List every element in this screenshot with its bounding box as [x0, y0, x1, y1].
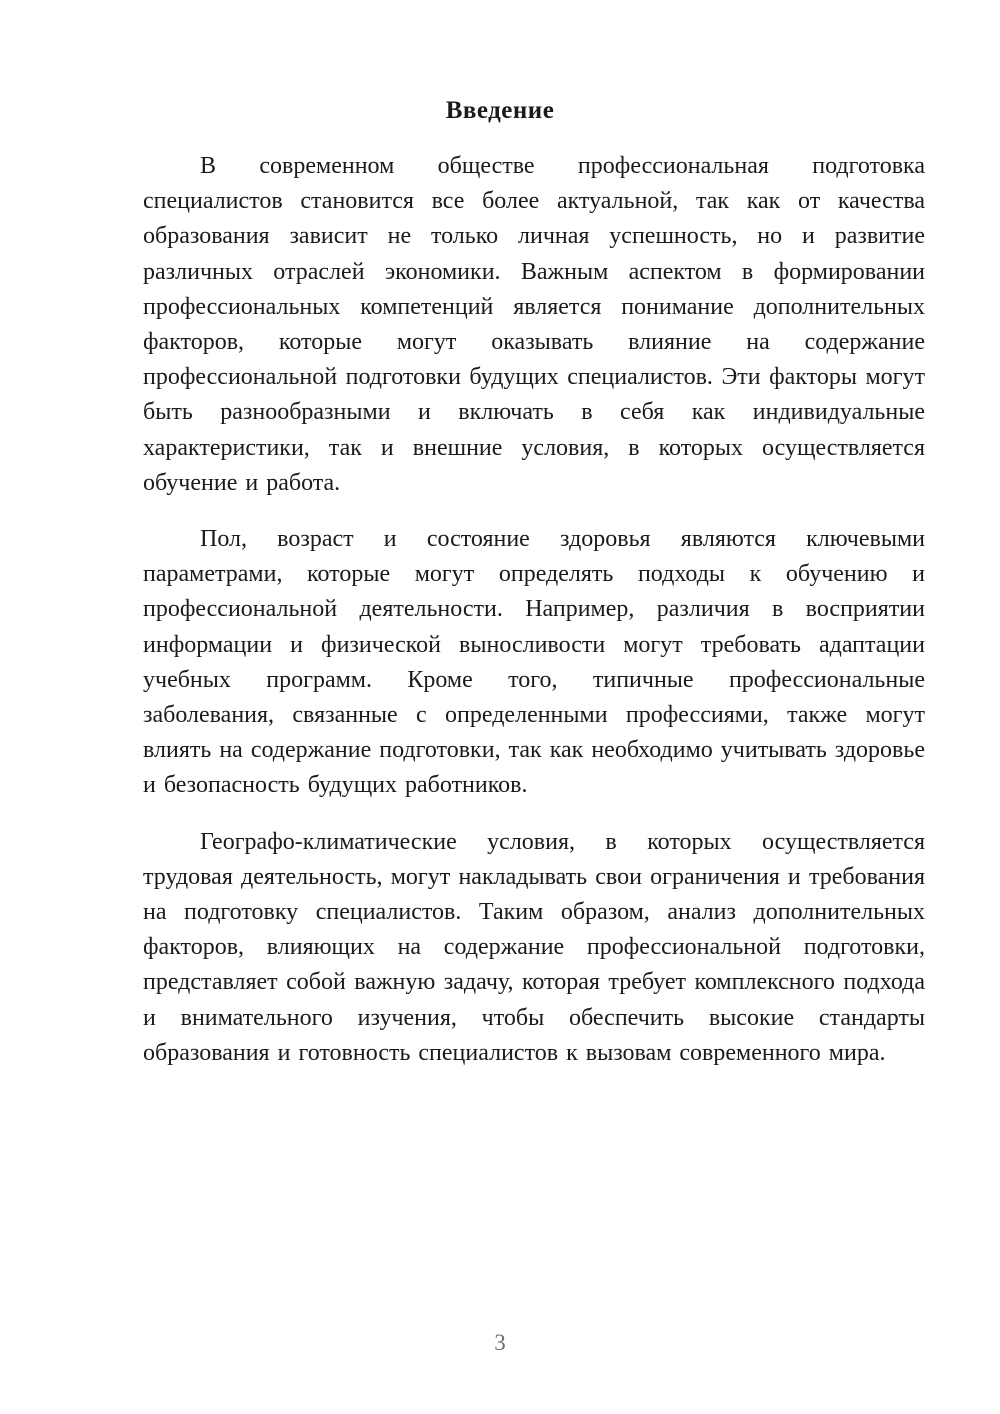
- paragraph-2: Пол, возраст и состояние здоровья являются ключевыми параметрами, которые могут определять подходы к обучению и профессиональной деятельности. Например, различия в восприятии информации и физической выносливости могут требовать адаптации учебных программ. Кроме того, типичные профессиональные заболевания, связанные с определенными профессиями, также могут влиять на содержание подготовки, так как необходимо учитывать здоровье и безопасность будущих работников.: [143, 526, 925, 799]
- page-number: 3: [494, 1330, 506, 1355]
- document-body: [143, 149, 925, 1071]
- paragraph-1: В современном обществе профессиональная подготовка специалистов становится все более актуальной, так как от качества образования зависит не только личная успешность, но и развитие различных отраслей экономики. Важным аспектом в формировании профессиональных компетенций является понимание дополнительных факторов, которые могут оказывать влияние на содержание профессиональной подготовки будущих специалистов. Эти факторы могут быть разнообразными и включать в себя как индивидуальные характеристики, так и внешние условия, в которых осуществляется обучение и работа.: [143, 153, 925, 496]
- page-title: Введение: [445, 97, 555, 124]
- paragraph-3: Географо-климатические условия, в которых осуществляется трудовая деятельность, могут накладывать свои ограничения и требования на подготовку специалистов. Таким образом, анализ дополнительных факторов, влияющих на содержание профессиональной подготовки, представляет собой важную задачу, которая требует комплексного подхода и внимательного изучения, чтобы обеспечить высокие стандарты образования и готовность специалистов к вызовам современного мира.: [143, 828, 925, 1066]
